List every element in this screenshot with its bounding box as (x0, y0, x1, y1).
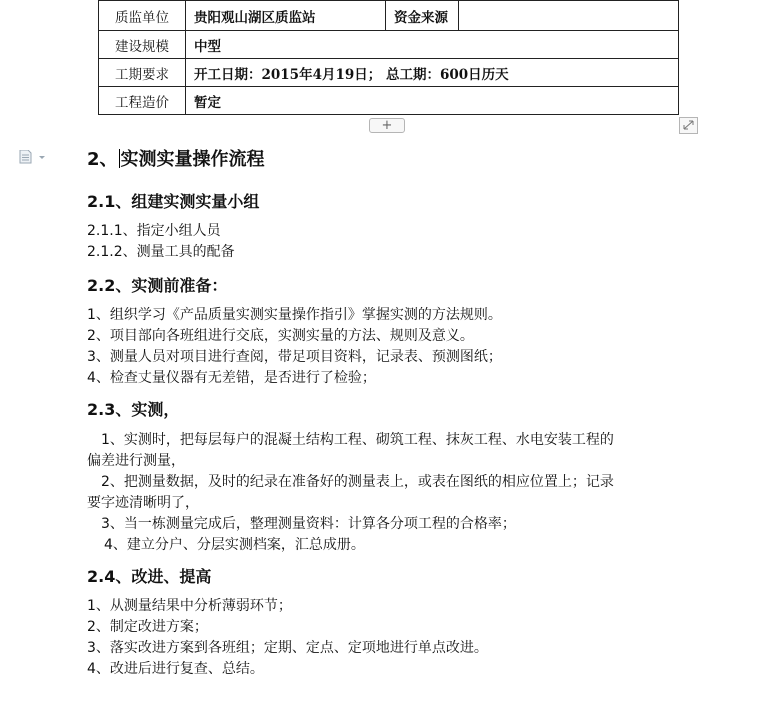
paragraph-line: 偏差进行测量， (87, 453, 185, 469)
table-cell-label[interactable]: 质监单位 (99, 1, 186, 31)
heading-number: 2、 (87, 149, 118, 170)
table-cell-value[interactable]: 贵阳观山湖区质监站 (186, 1, 386, 31)
table-cell-label[interactable]: 工期要求 (99, 59, 186, 87)
paragraph-line: 2、把测量数据，及时的纪录在准备好的测量表上，或表在图纸的相应位置上；记录 (101, 474, 614, 490)
paragraph-line: 1、实测时，把每层每户的混凝土结构工程、砌筑工程、抹灰工程、水电安装工程的 (101, 432, 614, 448)
paragraph-line: 3、当一栋测量完成后，整理测量资料：计算各分项工程的合格率； (101, 516, 516, 532)
resize-icon (680, 118, 697, 133)
subsection-heading: 2.2、实测前准备： (87, 276, 228, 295)
table-cell-value[interactable] (459, 1, 679, 31)
list-item: 1、从测量结果中分析薄弱环节； (87, 598, 292, 614)
list-item: 4、检查丈量仪器有无差错，是否进行了检验； (87, 370, 376, 386)
heading-text: 实测实量操作流程 (120, 149, 265, 170)
paragraph-line: 要字迹清晰明了， (87, 495, 199, 511)
table-cell-value[interactable]: 暂定 (186, 87, 679, 115)
table-row (99, 1, 679, 31)
table-cell-value[interactable]: 中型 (186, 31, 679, 59)
list-item: 2.1.1、指定小组人员 (87, 223, 221, 239)
list-item: 2.1.2、测量工具的配备 (87, 244, 235, 260)
list-item: 4、改进后进行复查、总结。 (87, 661, 264, 677)
list-item: 2、项目部向各班组进行交底，实测实量的方法、规则及意义。 (87, 328, 474, 344)
subsection-heading: 2.1、组建实测实量小组 (87, 192, 260, 211)
table-row (99, 31, 679, 59)
table-resize-handle[interactable] (679, 117, 698, 134)
table-cell-value[interactable]: 开工日期：2015年4月19日； 总工期：600日历天 (186, 59, 679, 87)
table-row (99, 59, 679, 87)
table-cell-label[interactable]: 建设规模 (99, 31, 186, 59)
list-item: 1、组织学习《产品质量实测实量操作指引》掌握实测的方法规则。 (87, 307, 502, 323)
table-cell-label[interactable]: 资金来源 (386, 1, 459, 31)
table-row (99, 87, 679, 115)
section-heading (87, 145, 265, 171)
paragraph-options-icon[interactable] (19, 149, 49, 168)
subsection-heading: 2.4、改进、提高 (87, 567, 212, 586)
table-cell-label[interactable]: 工程造价 (99, 87, 186, 115)
list-item: 3、测量人员对项目进行查阅，带足项目资料，记录表、预测图纸； (87, 349, 502, 365)
project-info-table (98, 0, 679, 115)
text-cursor (119, 149, 120, 168)
subsection-heading: 2.3、实测， (87, 400, 180, 419)
paragraph-line: 4、建立分户、分层实测档案，汇总成册。 (104, 537, 365, 553)
add-row-button[interactable]: + (369, 118, 405, 133)
list-item: 3、落实改进方案到各班组；定期、定点、定项地进行单点改进。 (87, 640, 488, 656)
list-item: 2、制定改进方案； (87, 619, 208, 635)
